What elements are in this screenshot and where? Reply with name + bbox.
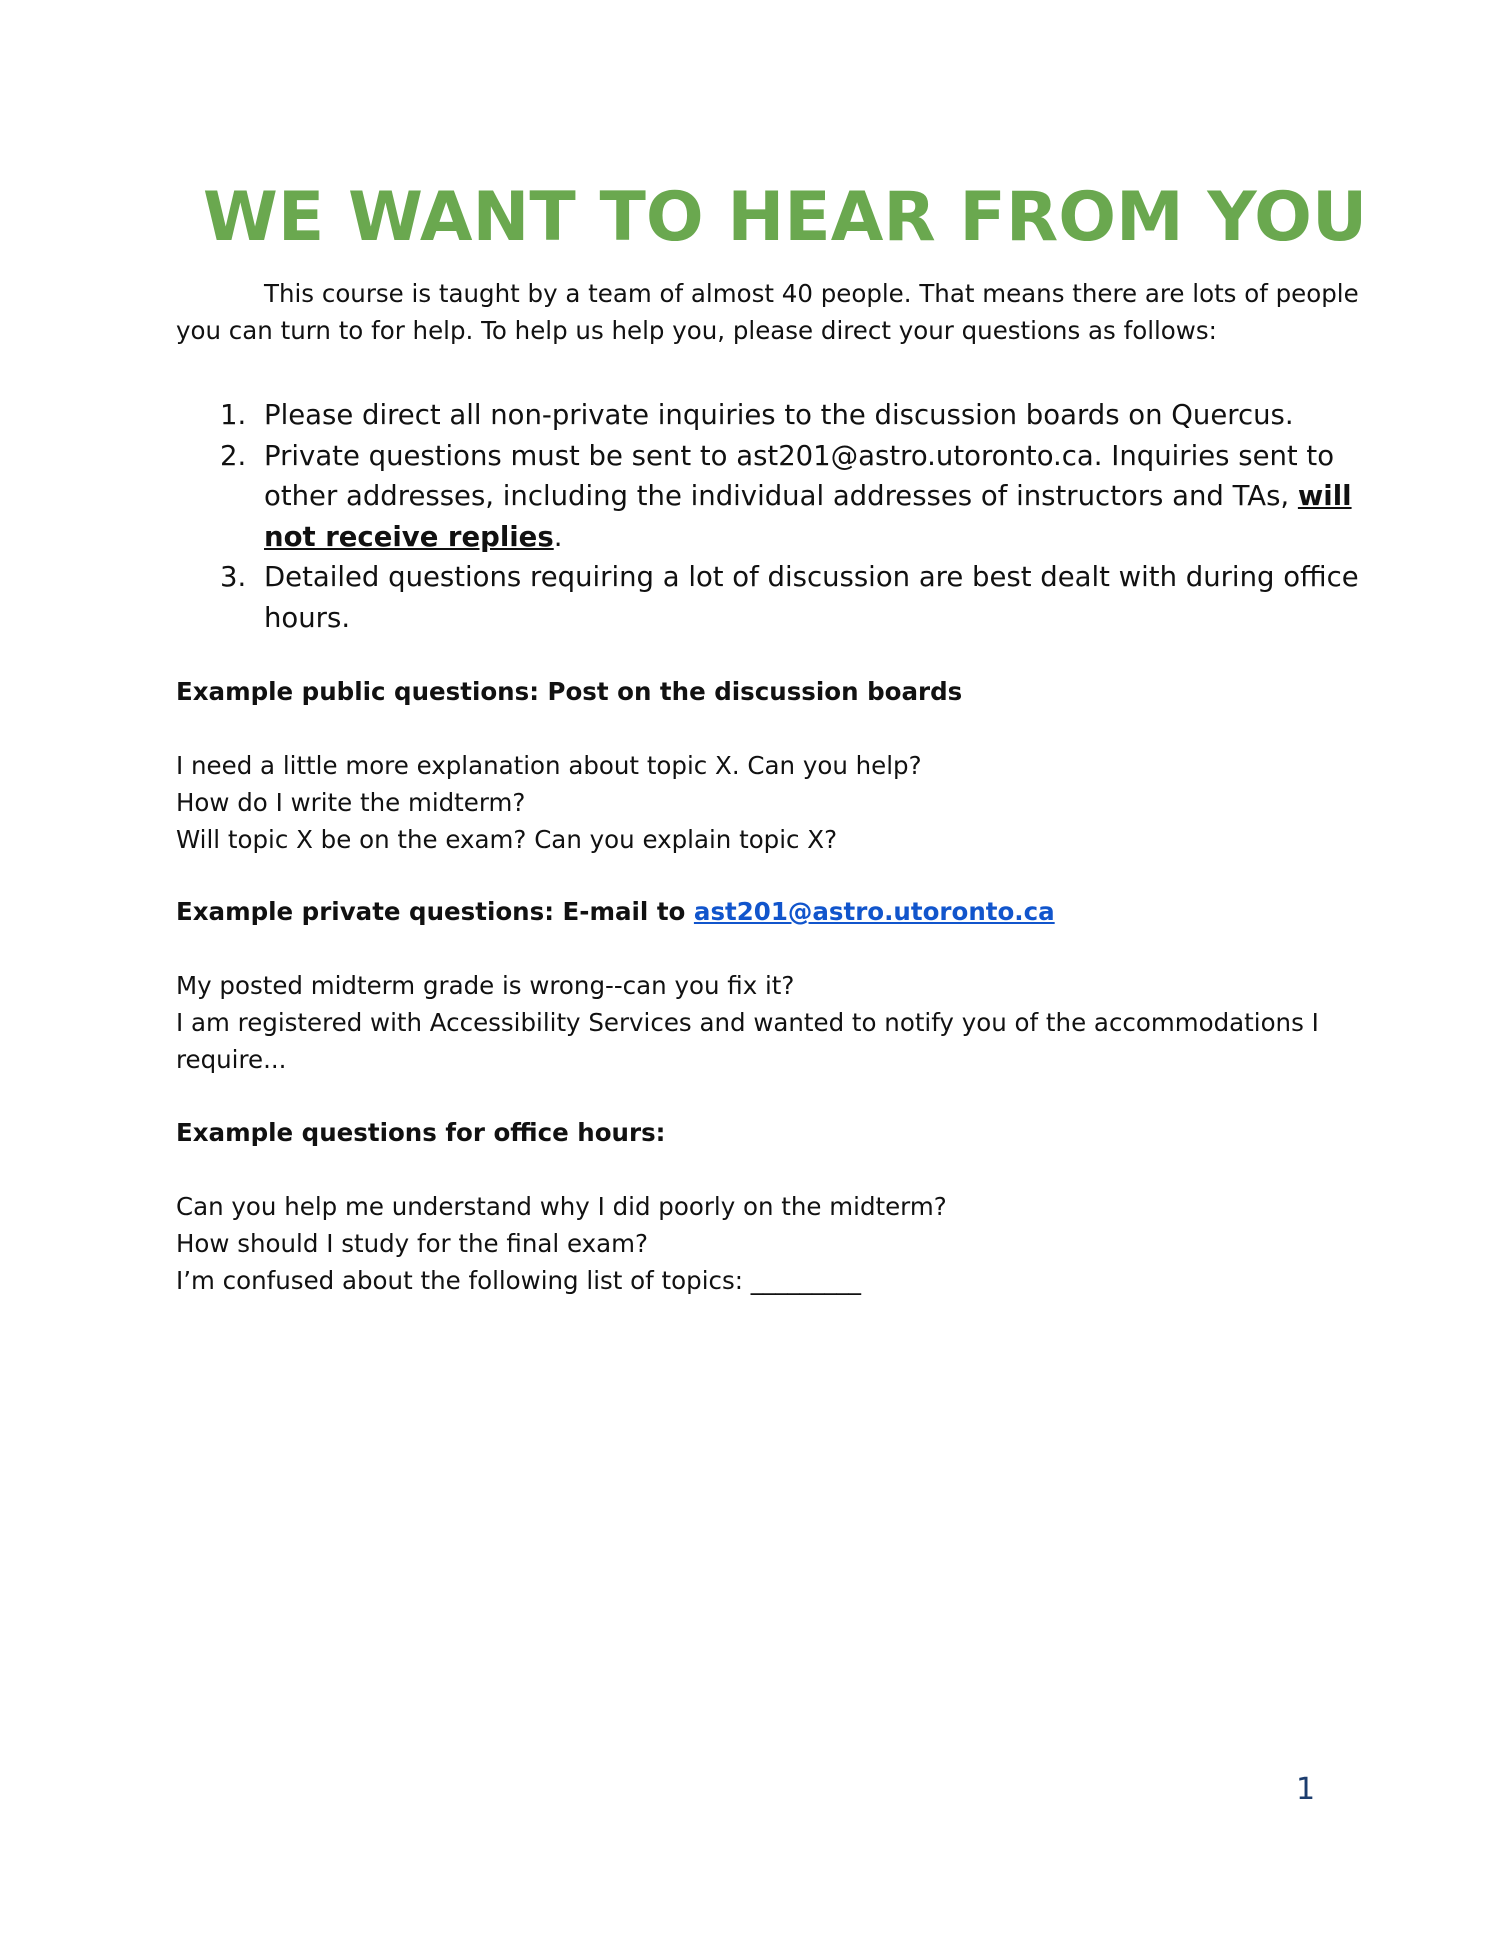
list-number: 3. xyxy=(220,561,247,593)
page-number: 1 xyxy=(1296,1772,1316,1807)
spacer xyxy=(176,930,1396,967)
list-number: 1. xyxy=(220,399,247,431)
instructions-list xyxy=(176,395,1396,638)
section-heading xyxy=(176,893,1396,930)
question-line: I’m confused about the following list of topics: _________ xyxy=(176,1266,862,1295)
section-heading-text: Example private questions: E-mail to xyxy=(176,897,694,926)
intro-paragraph: This course is taught by a team of almost 40 people. That means there are lots of people you can turn to for help. To help us help you, please direct your questions as follows: xyxy=(176,279,1359,345)
private-questions-section xyxy=(176,893,1396,1078)
question-line: Can you help me understand why I did poorly on the midterm? xyxy=(176,1192,947,1221)
question-line: How should I study for the final exam? xyxy=(176,1229,649,1258)
question-line: I need a little more explanation about topic X. Can you help? xyxy=(176,751,922,780)
spacer xyxy=(176,710,1396,747)
office-hours-section xyxy=(176,1114,1396,1299)
question-line: I am registered with Accessibility Services and wanted to notify you of the accommodations I require... xyxy=(176,1008,1319,1074)
emphasis-text: will not receive replies xyxy=(264,480,1352,553)
spacer xyxy=(176,1151,1396,1188)
public-questions-section xyxy=(176,673,1396,858)
list-number: 2. xyxy=(220,439,247,472)
list-item xyxy=(176,395,1396,436)
list-item-text-end: . xyxy=(553,520,563,553)
list-item xyxy=(176,557,1396,638)
list-item xyxy=(176,436,1396,558)
question-line: How do I write the midterm? xyxy=(176,788,526,817)
section-heading: Example questions for office hours: xyxy=(176,1118,666,1147)
list-item-text: Please direct all non-private inquiries to the discussion boards on Quercus. xyxy=(264,399,1294,431)
email-link[interactable]: ast201@astro.utoronto.ca xyxy=(693,897,1055,926)
page-title: WE WANT TO HEAR FROM YOU xyxy=(202,178,1368,257)
question-line: My posted midterm grade is wrong--can you fix it? xyxy=(176,971,795,1000)
section-heading: Example public questions: Post on the discussion boards xyxy=(176,677,963,706)
list-item-text: Private questions must be sent to ast201@astro.utoronto.ca. Inquiries sent to other addresses, including the individual addresses of instructors and TAs, xyxy=(264,439,1335,512)
list-item-text: Detailed questions requiring a lot of discussion are best dealt with during office hours. xyxy=(264,561,1359,634)
question-line: Will topic X be on the exam? Can you explain topic X? xyxy=(176,825,838,854)
